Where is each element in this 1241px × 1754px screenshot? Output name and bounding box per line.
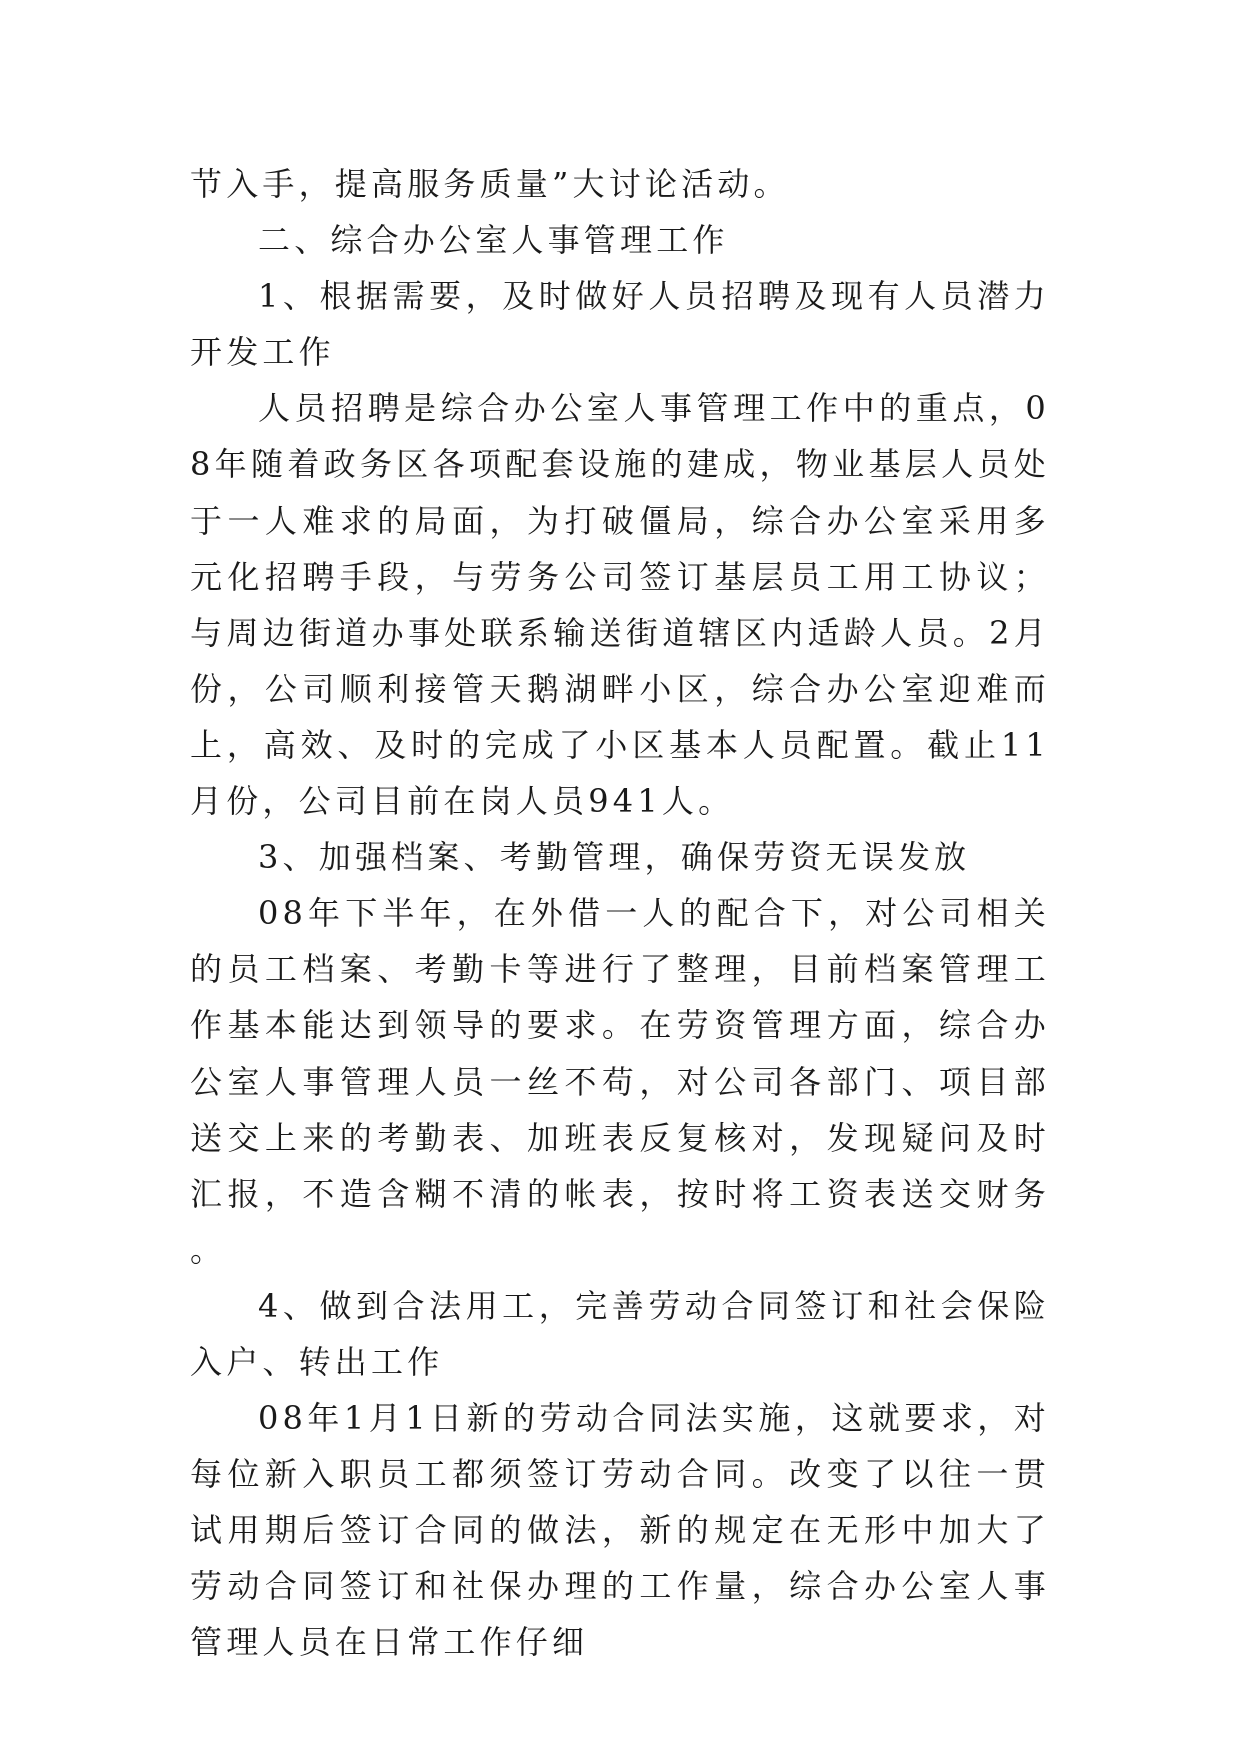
paragraph-archives-attendance: 08年下半年，在外借一人的配合下，对公司相关的员工档案、考勤卡等进行了整理，目前档案管理工作基本能达到领导的要求。在劳资管理方面，综合办公室人事管理人员一丝不苟，对公司各部门、项目部送交上来的考勤表、加班表反复核对，发现疑问及时汇报，不造含糊不清的帐表，按时将工资表送交财务。 bbox=[190, 894, 1050, 1269]
section-heading-hr-management: 二、综合办公室人事管理工作 bbox=[258, 221, 729, 260]
paragraph-labor-contracts: 08年1月1日新的劳动合同法实施，这就要求，对每位新入职员工都须签订劳动合同。改变了以往一贯试用期后签订合同的做法，新的规定在无形中加大了劳动合同签订和社保办理的工作量，综合办公室人事管理人员在日常工作仔细 bbox=[190, 1399, 1050, 1662]
subheading-labor-contracts: 4、做到合法用工，完善劳动合同签订和社会保险入户、转出工作 bbox=[190, 1286, 1050, 1381]
paragraph-recruitment: 人员招聘是综合办公室人事管理工作中的重点，08年随着政务区各项配套设施的建成，物业基层人员处于一人难求的局面，为打破僵局，综合办公室采用多元化招聘手段，与劳务公司签订基层员工用工协议；与周边街道办事处联系输送街道辖区内适龄人员。2月份，公司顺利接管天鹅湖畔小区，综合办公室迎难而上，高效、及时的完成了小区基本人员配置。截止11月份，公司目前在岗人员941人。 bbox=[190, 389, 1050, 821]
subheading-archives-attendance: 3、加强档案、考勤管理，确保劳资无误发放 bbox=[258, 838, 971, 877]
subheading-recruitment: 1、根据需要，及时做好人员招聘及现有人员潜力开发工作 bbox=[190, 277, 1050, 372]
body-text bbox=[190, 156, 1050, 1671]
paragraph-continuation: 节入手，提高服务质量”大讨论活动。 bbox=[190, 165, 790, 203]
